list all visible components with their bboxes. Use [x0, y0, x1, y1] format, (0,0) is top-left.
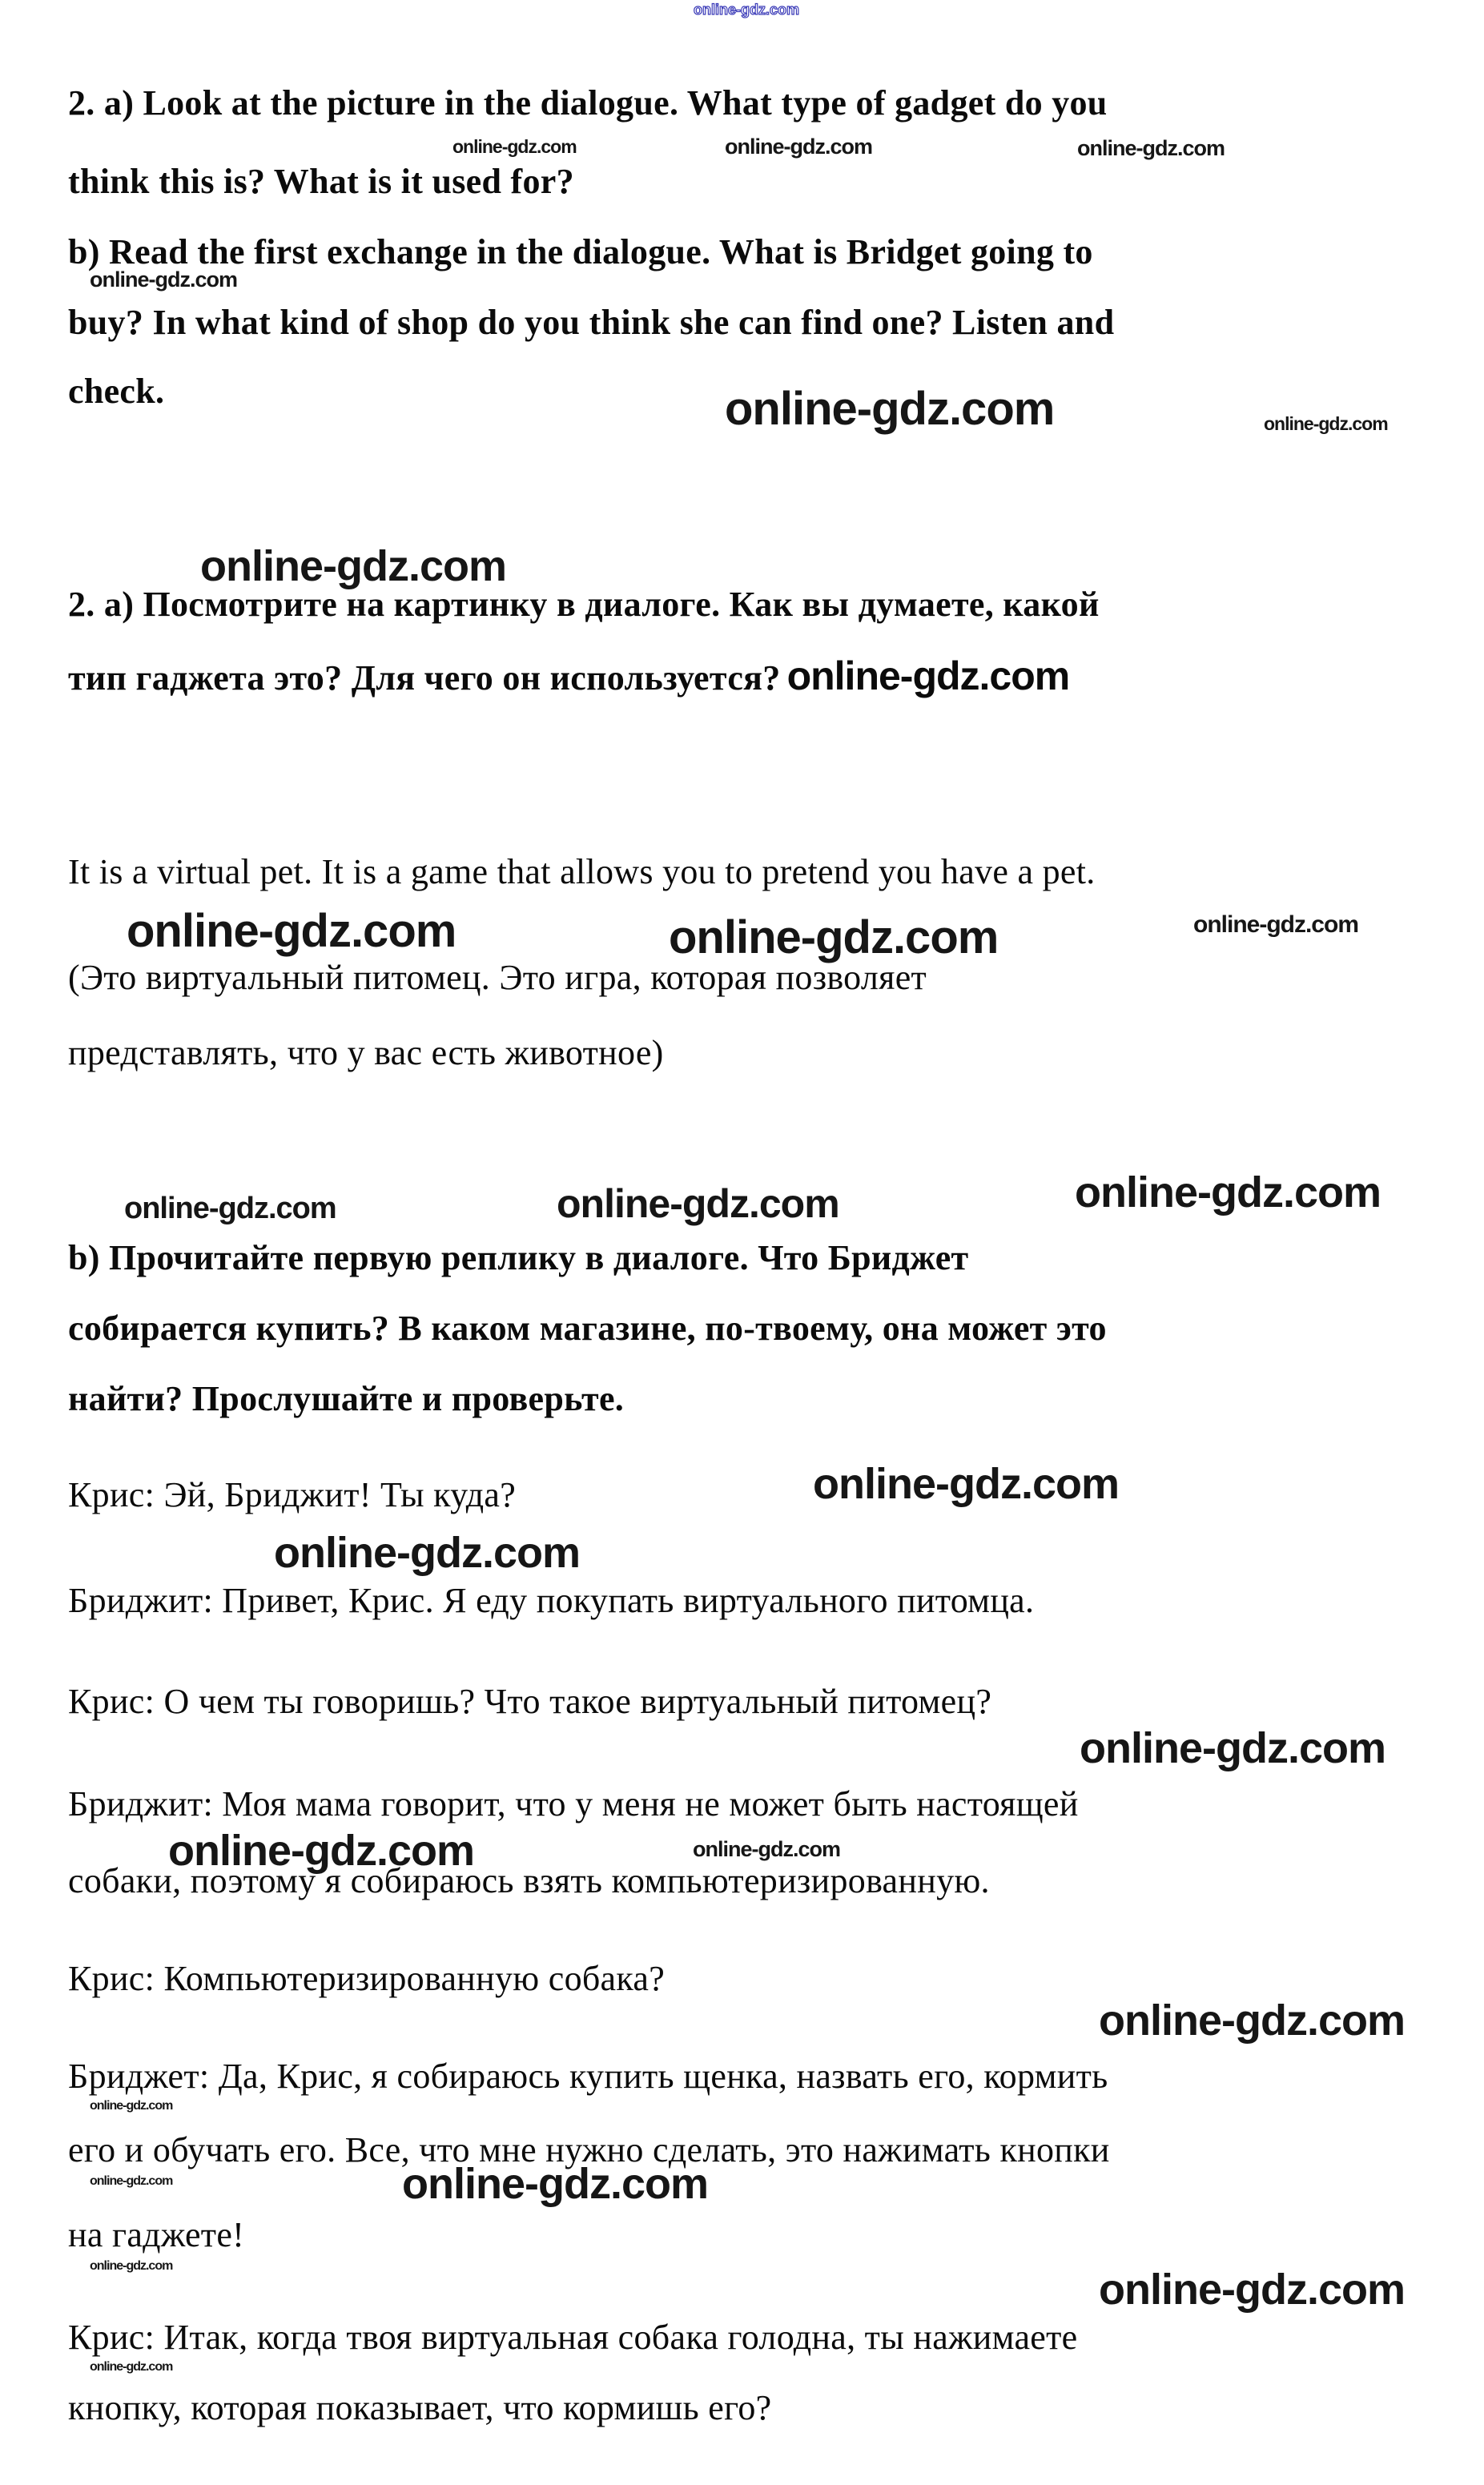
watermark: online-gdz.com: [669, 911, 999, 963]
watermark: online-gdz.com: [557, 1181, 839, 1226]
watermark: online-gdz.com: [402, 2160, 708, 2208]
dialogue-line: Бриджет: Да, Крис, я собираюсь купить щенка, назвать его, кормить: [68, 2057, 1108, 2096]
task-ru-b-line: собирается купить? В каком магазине, по-твоему, она может это: [68, 1309, 1107, 1348]
task-ru-b-line: найти? Прослушайте и проверьте.: [68, 1379, 625, 1418]
dialogue-line: его и обучать его. Все, что мне нужно сделать, это нажимать кнопки: [68, 2130, 1110, 2169]
watermark: online-gdz.com: [452, 136, 577, 157]
watermark: online-gdz.com: [693, 1837, 840, 1861]
dialogue-line: кнопку, которая показывает, что кормишь его?: [68, 2388, 772, 2427]
brand-watermark: online-gdz.com: [694, 2, 799, 18]
dialogue-line: Крис: Итак, когда твоя виртуальная собака голодна, ты нажимаете: [68, 2318, 1078, 2357]
task-en-line: think this is? What is it used for?: [68, 162, 574, 201]
dialogue-line: Бриджит: Моя мама говорит, что у меня не может быть настоящей: [68, 1784, 1079, 1824]
answer-line: представлять, что у вас есть животное): [68, 1033, 664, 1072]
watermark: online-gdz.com: [1099, 2266, 1405, 2314]
watermark: online-gdz.com: [1264, 413, 1388, 434]
watermark: online-gdz.com: [127, 905, 456, 957]
watermark: online-gdz.com: [124, 1192, 336, 1225]
answer-line: (Это виртуальный питомец. Это игра, которая позволяет: [68, 958, 927, 997]
dialogue-line: Крис: Эй, Бриджит! Ты куда?: [68, 1475, 517, 1514]
watermark: online-gdz.com: [725, 135, 872, 159]
watermark: online-gdz.com: [200, 542, 506, 590]
dialogue-line: собаки, поэтому я собираюсь взять компьютеризированную.: [68, 1861, 990, 1900]
task-en-line: 2. a) Look at the picture in the dialogue. What type of gadget do you: [68, 83, 1108, 123]
watermark: online-gdz.com: [1075, 1168, 1381, 1216]
watermark: online-gdz.com: [725, 383, 1055, 435]
watermark: online-gdz.com: [786, 653, 1070, 698]
task-ru-a-line: [68, 655, 1069, 698]
task-en-line: check.: [68, 372, 165, 411]
task-ru-b-line: b) Прочитайте первую реплику в диалоге. Что Бриджет: [68, 1238, 969, 1277]
watermark: online-gdz.com: [1080, 1724, 1385, 1772]
task-ru-a-line: 2. а) Посмотрите на картинку в диалоге. Как вы думаете, какой: [68, 585, 1100, 624]
watermark: online-gdz.com: [168, 1827, 474, 1875]
watermark: online-gdz.com: [90, 2259, 173, 2273]
dialogue-line: Бриджит: Привет, Крис. Я еду покупать виртуального питомца.: [68, 1581, 1035, 1620]
watermark: online-gdz.com: [813, 1460, 1119, 1508]
watermark: online-gdz.com: [1077, 136, 1225, 160]
task-ru-a-line-text: тип гаджета это? Для чего он используется?: [68, 658, 781, 698]
watermark: online-gdz.com: [1099, 1996, 1405, 2045]
answer-line: It is a virtual pet. It is a game that allows you to pretend you have a pet.: [68, 852, 1096, 891]
watermark: online-gdz.com: [90, 267, 237, 292]
dialogue-line: на гаджете!: [68, 2215, 245, 2254]
task-en-line: b) Read the first exchange in the dialogue. What is Bridget going to: [68, 232, 1093, 271]
dialogue-line: Крис: О чем ты говоришь? Что такое виртуальный питомец?: [68, 1682, 992, 1721]
watermark: online-gdz.com: [90, 2174, 173, 2188]
task-en-line: buy? In what kind of shop do you think she can find one? Listen and: [68, 303, 1115, 342]
watermark: online-gdz.com: [90, 2360, 173, 2374]
watermark: online-gdz.com: [1193, 911, 1358, 938]
watermark: online-gdz.com: [274, 1529, 580, 1577]
dialogue-line: Крис: Компьютеризированную собака?: [68, 1959, 666, 1998]
watermark: online-gdz.com: [90, 2099, 173, 2113]
